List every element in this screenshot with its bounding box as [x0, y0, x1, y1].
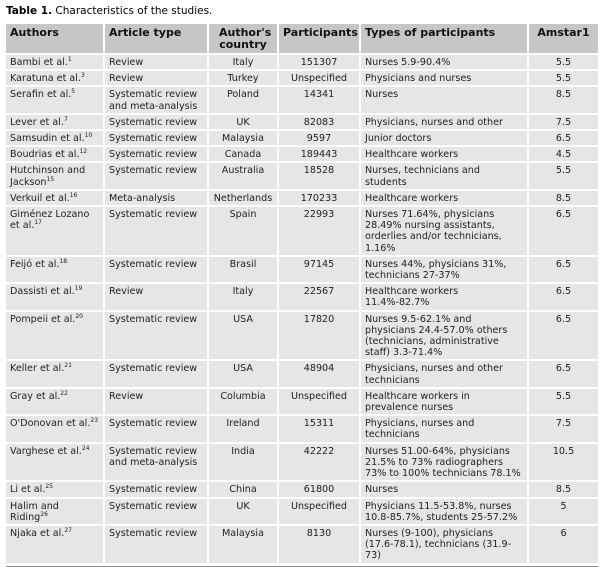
cell-country: UK — [208, 114, 278, 130]
reference-superscript: 18 — [59, 257, 68, 265]
reference-superscript: 10 — [84, 131, 93, 139]
reference-superscript: 27 — [64, 526, 72, 534]
table-row — [6, 206, 598, 256]
cell-country: Australia — [208, 162, 278, 189]
cell-author — [6, 130, 104, 146]
cell-author — [6, 283, 104, 310]
cell-author — [6, 360, 104, 387]
table-row — [6, 283, 598, 310]
cell-amstar: 6.5 — [528, 360, 598, 387]
cell-author — [6, 256, 104, 283]
table-row — [6, 388, 598, 415]
cell-author — [6, 525, 104, 564]
header-country: Author's country — [208, 24, 278, 54]
cell-country: India — [208, 443, 278, 482]
header-article-type: Article type — [104, 24, 208, 54]
cell-participant-types: Physicians, nurses and other — [360, 114, 528, 130]
table-caption-text: Characteristics of the studies. — [52, 5, 213, 17]
author-name: Li et al. — [10, 484, 46, 496]
table-row — [6, 86, 598, 113]
cell-participants: Unspecified — [278, 70, 360, 86]
cell-author — [6, 415, 104, 442]
cell-author — [6, 443, 104, 482]
table-row — [6, 498, 598, 525]
cell-country: Italy — [208, 283, 278, 310]
author-name: Verkuil et al. — [10, 192, 70, 204]
cell-author — [6, 190, 104, 206]
reference-superscript: 22 — [60, 389, 68, 397]
author-name: Halim and Riding — [10, 500, 59, 523]
cell-participant-types: Physicians, nurses and technicians — [360, 415, 528, 442]
cell-country: Malaysia — [208, 130, 278, 146]
cell-article-type: Review — [104, 54, 208, 70]
cell-country: Italy — [208, 54, 278, 70]
cell-article-type: Systematic review — [104, 162, 208, 189]
cell-article-type: Systematic review — [104, 525, 208, 564]
cell-participant-types: Physicians, nurses and other technicians — [360, 360, 528, 387]
cell-participants: 15311 — [278, 415, 360, 442]
cell-author — [6, 498, 104, 525]
cell-participant-types: Junior doctors — [360, 130, 528, 146]
cell-participant-types: Physicians 11.5-53.8%, nurses 10.8-85.7%, students 25-57.2% — [360, 498, 528, 525]
cell-article-type: Systematic review — [104, 415, 208, 442]
cell-article-type: Systematic review and meta-analysis — [104, 443, 208, 482]
cell-country: Canada — [208, 146, 278, 162]
cell-amstar: 5.5 — [528, 54, 598, 70]
author-name: Dassisti et al. — [10, 286, 75, 298]
table-row — [6, 481, 598, 497]
cell-participant-types: Nurses (9-100), physicians (17.6-78.1), technicians (31.9-73) — [360, 525, 528, 564]
cell-amstar: 5.5 — [528, 162, 598, 189]
cell-participants: 17820 — [278, 311, 360, 361]
table-row — [6, 54, 598, 70]
cell-amstar: 6.5 — [528, 311, 598, 361]
cell-participant-types: Nurses — [360, 481, 528, 497]
table-header-row — [6, 24, 598, 54]
reference-superscript: 20 — [75, 312, 83, 320]
cell-amstar: 5 — [528, 498, 598, 525]
reference-superscript: 16 — [69, 191, 78, 199]
cell-article-type: Systematic review — [104, 360, 208, 387]
cell-country: Poland — [208, 86, 278, 113]
author-name: Serafin et al. — [10, 89, 72, 101]
cell-amstar: 6.5 — [528, 130, 598, 146]
cell-article-type: Review — [104, 283, 208, 310]
reference-superscript: 26 — [40, 510, 48, 518]
cell-participants: 189443 — [278, 146, 360, 162]
table-row — [6, 525, 598, 564]
cell-amstar: 10.5 — [528, 443, 598, 482]
cell-amstar: 8.5 — [528, 190, 598, 206]
cell-article-type: Systematic review — [104, 481, 208, 497]
studies-table — [6, 24, 598, 565]
cell-participants: 48904 — [278, 360, 360, 387]
cell-participant-types: Nurses, technicians and students — [360, 162, 528, 189]
cell-author — [6, 481, 104, 497]
cell-participants: 82083 — [278, 114, 360, 130]
cell-participants: 42222 — [278, 443, 360, 482]
author-name: Varghese et al. — [10, 445, 82, 457]
reference-superscript: 24 — [81, 444, 90, 452]
cell-participant-types: Nurses 5.9-90.4% — [360, 54, 528, 70]
author-name: Boudrias et al. — [10, 149, 80, 161]
cell-participant-types: Healthcare workers — [360, 190, 528, 206]
table-row — [6, 311, 598, 361]
cell-participants: 14341 — [278, 86, 360, 113]
table-row — [6, 256, 598, 283]
cell-amstar: 5.5 — [528, 388, 598, 415]
author-name: Hutchinson and Jackson — [10, 165, 86, 188]
cell-author — [6, 86, 104, 113]
author-name: Keller et al. — [10, 363, 65, 375]
cell-country: Columbia — [208, 388, 278, 415]
table-row — [6, 415, 598, 442]
cell-article-type: Review — [104, 388, 208, 415]
author-name: O'Donovan et al. — [10, 418, 91, 430]
cell-article-type: Systematic review and meta-analysis — [104, 86, 208, 113]
reference-superscript: 3 — [80, 72, 85, 80]
cell-country: China — [208, 481, 278, 497]
cell-author — [6, 206, 104, 256]
cell-amstar: 5.5 — [528, 70, 598, 86]
cell-country: Netherlands — [208, 190, 278, 206]
cell-participant-types: Nurses 51.00-64%, physicians 21.5% to 73% radiographers 73% to 100% technicians 78.1% — [360, 443, 528, 482]
table-body — [6, 54, 598, 564]
author-name: Njaka et al. — [10, 527, 65, 539]
reference-superscript: 15 — [46, 175, 55, 183]
cell-country: Brasil — [208, 256, 278, 283]
cell-article-type: Systematic review — [104, 256, 208, 283]
cell-author — [6, 54, 104, 70]
author-name: Feijó et al. — [10, 258, 60, 270]
author-name: Pompeii et al. — [10, 313, 76, 325]
cell-amstar: 6 — [528, 525, 598, 564]
cell-country: USA — [208, 360, 278, 387]
cell-amstar: 7.5 — [528, 114, 598, 130]
cell-participant-types: Nurses 71.64%, physicians 28.49% nursing assistants, orderlies and/or technicians, 1.16% — [360, 206, 528, 256]
cell-participants: 18528 — [278, 162, 360, 189]
table-caption-label: Table 1. — [6, 5, 53, 17]
cell-participants: 9597 — [278, 130, 360, 146]
cell-participant-types: Healthcare workers in prevalence nurses — [360, 388, 528, 415]
table-row — [6, 162, 598, 189]
cell-participant-types: Physicians and nurses — [360, 70, 528, 86]
cell-amstar: 4.5 — [528, 146, 598, 162]
reference-superscript: 12 — [79, 148, 88, 156]
author-name: Karatuna et al. — [10, 73, 81, 85]
cell-country: Ireland — [208, 415, 278, 442]
reference-superscript: 25 — [45, 483, 54, 491]
cell-participants: 97145 — [278, 256, 360, 283]
cell-author — [6, 146, 104, 162]
cell-article-type: Systematic review — [104, 114, 208, 130]
cell-participants: 22993 — [278, 206, 360, 256]
cell-country: UK — [208, 498, 278, 525]
reference-superscript: 19 — [74, 285, 83, 293]
cell-author — [6, 311, 104, 361]
cell-article-type: Systematic review — [104, 206, 208, 256]
cell-article-type: Meta-analysis — [104, 190, 208, 206]
cell-amstar: 7.5 — [528, 415, 598, 442]
reference-superscript: 17 — [34, 219, 42, 227]
cell-participants: 8130 — [278, 525, 360, 564]
reference-superscript: 7 — [63, 115, 68, 123]
cell-amstar: 6.5 — [528, 256, 598, 283]
cell-country: Spain — [208, 206, 278, 256]
cell-country: Turkey — [208, 70, 278, 86]
cell-author — [6, 70, 104, 86]
cell-participants: 151307 — [278, 54, 360, 70]
reference-superscript: 5 — [71, 88, 76, 96]
table-row — [6, 146, 598, 162]
header-participants: Participants — [278, 24, 360, 54]
author-name: Gray et al. — [10, 390, 61, 402]
cell-article-type: Systematic review — [104, 146, 208, 162]
cell-author — [6, 388, 104, 415]
cell-country: Malaysia — [208, 525, 278, 564]
table-row — [6, 114, 598, 130]
table-row — [6, 443, 598, 482]
header-amstar: Amstar1 — [528, 24, 598, 54]
reference-superscript: 21 — [64, 362, 72, 370]
cell-article-type: Systematic review — [104, 498, 208, 525]
author-name: Bambi et al. — [10, 57, 68, 68]
author-name: Lever et al. — [10, 116, 64, 128]
cell-amstar: 8.5 — [528, 86, 598, 113]
header-authors: Authors — [6, 24, 104, 54]
cell-participants: 22567 — [278, 283, 360, 310]
author-name: Giménez Lozano et al. — [10, 209, 90, 232]
table-row — [6, 70, 598, 86]
table-row — [6, 190, 598, 206]
table-caption — [6, 4, 598, 18]
table-row — [6, 360, 598, 387]
cell-participants: Unspecified — [278, 388, 360, 415]
cell-author — [6, 114, 104, 130]
cell-amstar: 8.5 — [528, 481, 598, 497]
cell-participant-types: Nurses 44%, physicians 31%, technicians 27-37% — [360, 256, 528, 283]
cell-participants: 61800 — [278, 481, 360, 497]
cell-country: USA — [208, 311, 278, 361]
cell-participants: 170233 — [278, 190, 360, 206]
cell-participant-types: Healthcare workers — [360, 146, 528, 162]
cell-participant-types: Healthcare workers 11.4%-82.7% — [360, 283, 528, 310]
table-row — [6, 130, 598, 146]
cell-amstar: 6.5 — [528, 206, 598, 256]
reference-superscript: 23 — [90, 417, 99, 425]
cell-amstar: 6.5 — [528, 283, 598, 310]
reference-superscript: 1 — [67, 55, 72, 63]
header-types-of-participants: Types of participants — [360, 24, 528, 54]
cell-author — [6, 162, 104, 189]
cell-article-type: Review — [104, 70, 208, 86]
cell-article-type: Systematic review — [104, 130, 208, 146]
cell-participants: Unspecified — [278, 498, 360, 525]
cell-participant-types: Nurses — [360, 86, 528, 113]
author-name: Samsudin et al. — [10, 133, 85, 145]
cell-article-type: Systematic review — [104, 311, 208, 361]
cell-participant-types: Nurses 9.5-62.1% and physicians 24.4-57.0% others (technicians, administrative staff) 3.3-71.4% — [360, 311, 528, 361]
